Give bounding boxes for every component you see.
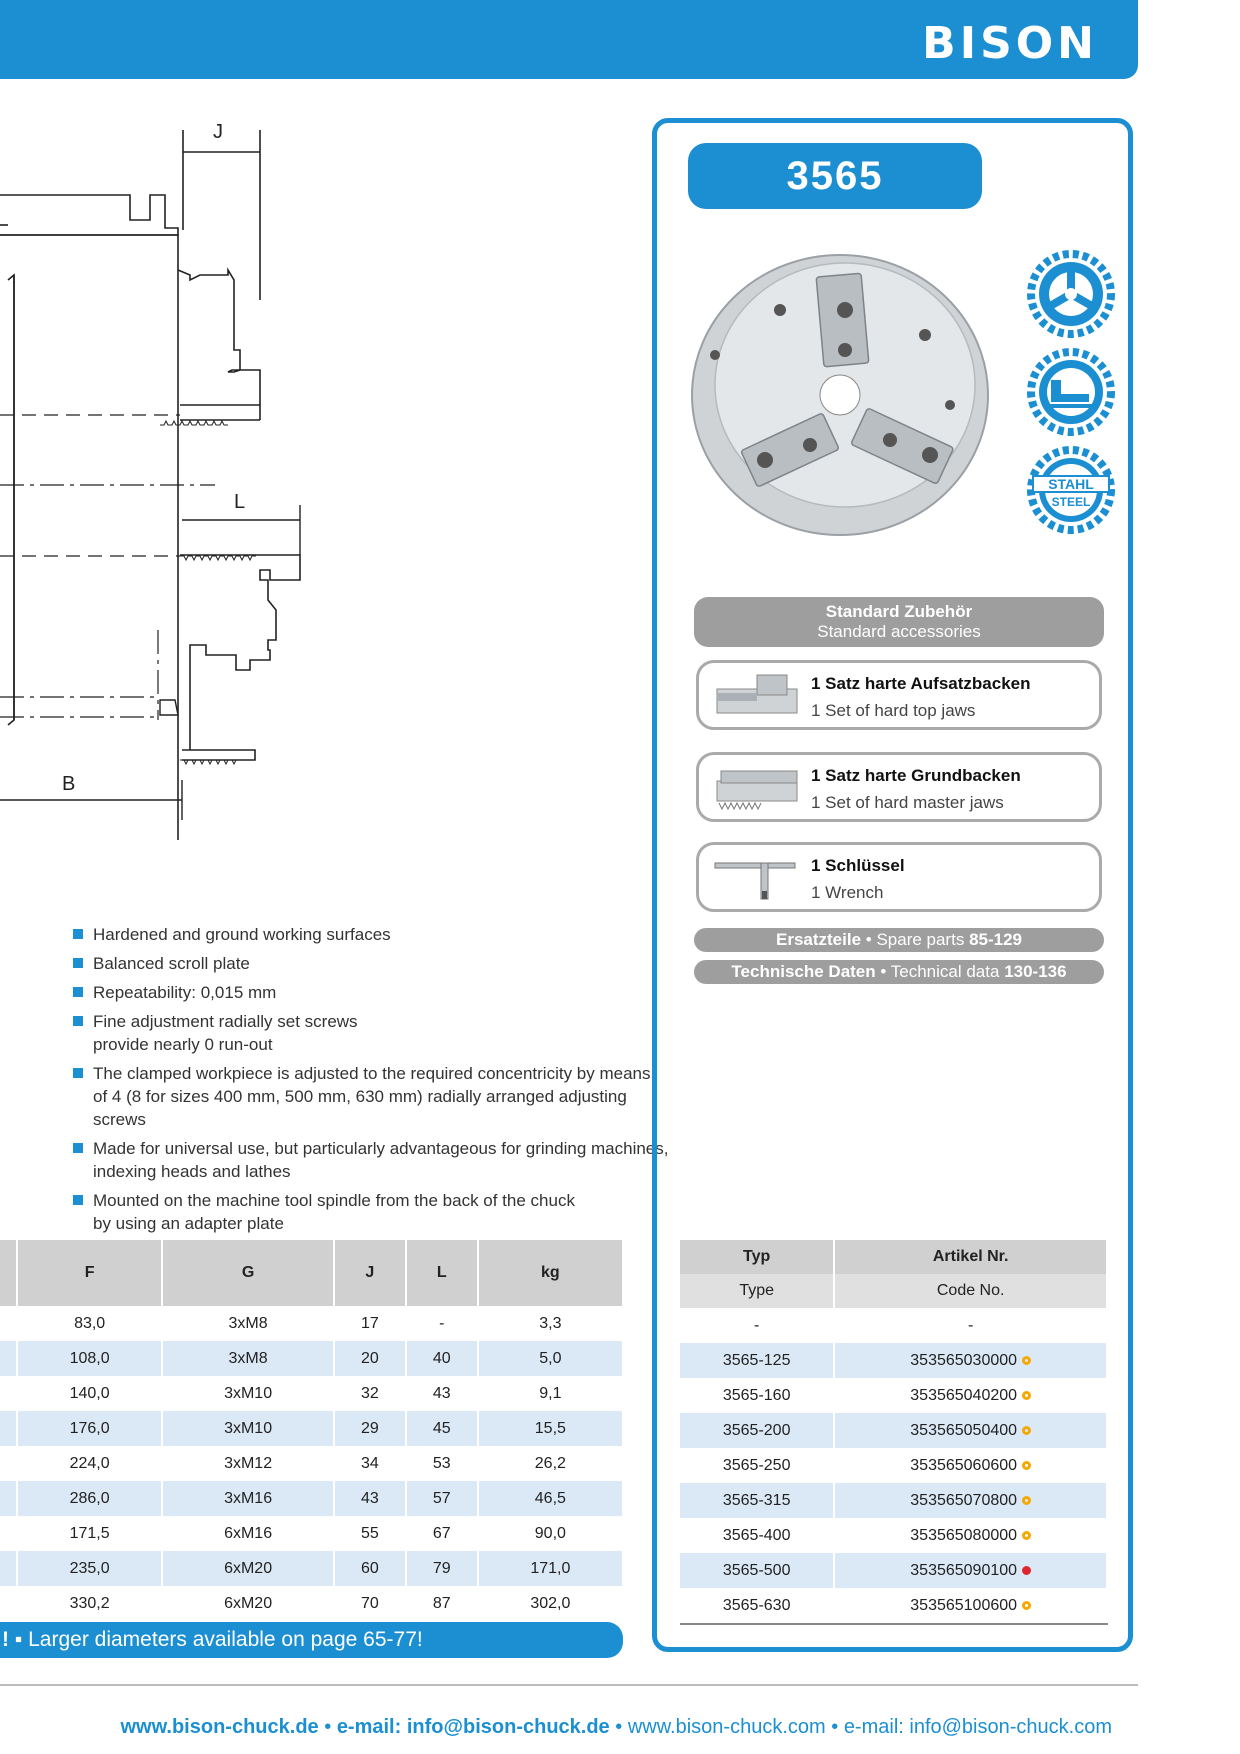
standard-accessories-header <box>694 597 1104 647</box>
table-header-cell: F <box>17 1240 162 1306</box>
specifications-table <box>0 1240 624 1621</box>
table-row <box>680 1308 1107 1343</box>
table-cell: 3xM16 <box>162 1481 334 1516</box>
code-cell <box>834 1378 1107 1413</box>
table-cell <box>0 1376 17 1411</box>
code-cell <box>834 1343 1107 1378</box>
code-number: 353565080000 <box>910 1526 1018 1544</box>
table-cell: 43 <box>406 1376 478 1411</box>
type-cell: 3565-630 <box>680 1588 834 1624</box>
code-cell <box>834 1588 1107 1624</box>
table-cell <box>0 1411 17 1446</box>
table-row <box>680 1378 1107 1413</box>
footer-mail-com[interactable]: e-mail: info@bison-chuck.com <box>843 1716 1112 1738</box>
table-cell: 46,5 <box>478 1481 623 1516</box>
balanced-scroll-icon <box>1025 248 1117 340</box>
available-dot-icon <box>1022 1391 1031 1400</box>
steel-badge-de: STAHL <box>1048 476 1094 492</box>
table-cell: 171,0 <box>478 1551 623 1586</box>
wrench-icon <box>707 851 807 903</box>
code-cell <box>834 1483 1107 1518</box>
code-number: 353565100600 <box>910 1596 1018 1614</box>
table-cell: 176,0 <box>17 1411 162 1446</box>
table-row <box>0 1586 623 1621</box>
code-header-en: Code No. <box>834 1274 1107 1308</box>
table-cell: 79 <box>406 1551 478 1586</box>
on-request-dot-icon <box>1022 1566 1031 1575</box>
table-row <box>0 1481 623 1516</box>
code-cell <box>834 1518 1107 1553</box>
table-cell: 3,3 <box>478 1306 623 1341</box>
accessory-label-de: 1 Schlüssel <box>811 856 905 875</box>
table-cell: 55 <box>334 1516 406 1551</box>
table-cell: 32 <box>334 1376 406 1411</box>
bullet-icon <box>73 1016 83 1026</box>
table-cell: 171,5 <box>17 1516 162 1551</box>
feature-item: Mounted on the machine tool spindle from the back of the chuck by using an adapter plate <box>73 1189 673 1235</box>
accessory-item <box>696 660 1102 730</box>
steel-badge-icon <box>1025 444 1117 536</box>
accessory-label-de: 1 Satz harte Aufsatzbacken <box>811 674 1031 693</box>
table-cell: 43 <box>334 1481 406 1516</box>
table-cell: 6xM20 <box>162 1586 334 1621</box>
feature-item: Made for universal use, but particularly advantageous for grinding machines, indexing heads and lathes <box>73 1137 673 1183</box>
table-row <box>680 1343 1107 1378</box>
table-cell: 83,0 <box>17 1306 162 1341</box>
technical-drawing <box>0 100 320 840</box>
code-number: 353565040200 <box>910 1386 1018 1404</box>
table-cell: 6xM20 <box>162 1551 334 1586</box>
table-cell: 40 <box>406 1341 478 1376</box>
feature-item: Fine adjustment radially set screws provide nearly 0 run-out <box>73 1010 673 1056</box>
table-cell: 5,0 <box>478 1341 623 1376</box>
type-cell: - <box>680 1308 834 1343</box>
code-number: 353565090100 <box>910 1561 1018 1579</box>
type-header: Typ <box>680 1240 834 1274</box>
table-cell: 330,2 <box>17 1586 162 1621</box>
table-cell: 87 <box>406 1586 478 1621</box>
table-cell: 9,1 <box>478 1376 623 1411</box>
chuck-image <box>685 245 995 540</box>
table-cell: 15,5 <box>478 1411 623 1446</box>
bullet-icon <box>73 929 83 939</box>
product-number: 3565 <box>688 143 982 209</box>
feature-list <box>33 923 673 1241</box>
header-bar <box>0 0 1138 79</box>
table-header-cell: L <box>406 1240 478 1306</box>
type-header-en: Type <box>680 1274 834 1308</box>
code-number: 353565060600 <box>910 1456 1018 1474</box>
table-cell: 3xM10 <box>162 1376 334 1411</box>
type-cell: 3565-160 <box>680 1378 834 1413</box>
table-cell <box>0 1446 17 1481</box>
accessory-label-de: 1 Satz harte Grundbacken <box>811 766 1021 785</box>
table-cell: 90,0 <box>478 1516 623 1551</box>
table-row <box>0 1551 623 1586</box>
table-cell: - <box>406 1306 478 1341</box>
feature-item: The clamped workpiece is adjusted to the required concentricity by means of 4 (8 for sizes 400 mm, 500 mm, 630 mm) radially arranged adjusting screws <box>73 1062 673 1131</box>
dimension-b-label: B <box>62 773 76 795</box>
accessories-title-de: Standard Zubehör <box>825 602 973 621</box>
top-jaws-icon <box>707 669 807 721</box>
accessory-item <box>696 842 1102 912</box>
table-cell: 286,0 <box>17 1481 162 1516</box>
table-cell: 45 <box>406 1411 478 1446</box>
table-cell: 235,0 <box>17 1551 162 1586</box>
table-row <box>680 1553 1107 1588</box>
feature-item: Balanced scroll plate <box>73 952 673 975</box>
table-cell: 3xM12 <box>162 1446 334 1481</box>
table-row <box>0 1306 623 1341</box>
code-cell <box>834 1413 1107 1448</box>
footer-web-de[interactable]: www.bison-chuck.de <box>120 1716 319 1738</box>
table-cell: 17 <box>334 1306 406 1341</box>
table-cell: 57 <box>406 1481 478 1516</box>
bullet-icon <box>73 958 83 968</box>
footer-mail-de[interactable]: e-mail: info@bison-chuck.de <box>336 1716 610 1738</box>
table-cell: 29 <box>334 1411 406 1446</box>
code-cell <box>834 1448 1107 1483</box>
table-cell <box>0 1341 17 1376</box>
table-row <box>680 1448 1107 1483</box>
table-cell: 53 <box>406 1446 478 1481</box>
table-cell: 3xM10 <box>162 1411 334 1446</box>
table-cell <box>0 1306 17 1341</box>
code-cell <box>834 1553 1107 1588</box>
table-row <box>0 1341 623 1376</box>
table-cell: 3xM8 <box>162 1341 334 1376</box>
code-header: Artikel Nr. <box>834 1240 1107 1274</box>
bison-logo: BISON <box>922 18 1098 69</box>
type-cell: 3565-250 <box>680 1448 834 1483</box>
table-cell <box>0 1516 17 1551</box>
table-row <box>680 1518 1107 1553</box>
spare-parts-link[interactable]: Ersatzteile • Spare parts 85-129 <box>694 928 1104 952</box>
available-dot-icon <box>1022 1531 1031 1540</box>
table-row <box>0 1376 623 1411</box>
accessory-label-en: 1 Wrench <box>811 883 884 902</box>
table-row <box>0 1411 623 1446</box>
accessories-title-en: Standard accessories <box>817 622 981 641</box>
type-cell: 3565-315 <box>680 1483 834 1518</box>
code-number: 353565030000 <box>910 1351 1018 1369</box>
table-header-cell: kg <box>478 1240 623 1306</box>
available-dot-icon <box>1022 1426 1031 1435</box>
table-row <box>680 1483 1107 1518</box>
table-cell: 67 <box>406 1516 478 1551</box>
available-dot-icon <box>1022 1461 1031 1470</box>
footer-web-com[interactable]: www.bison-chuck.com <box>627 1716 826 1738</box>
table-cell: 302,0 <box>478 1586 623 1621</box>
steel-badge-en: STEEL <box>1051 495 1091 509</box>
table-header-cell: G <box>162 1240 334 1306</box>
table-row <box>0 1516 623 1551</box>
bullet-icon <box>73 987 83 997</box>
table-cell: 6xM16 <box>162 1516 334 1551</box>
dimension-j-label: J <box>213 121 223 143</box>
table-cell <box>0 1481 17 1516</box>
type-cell: 3565-125 <box>680 1343 834 1378</box>
table-header-cell <box>0 1240 17 1306</box>
order-code-table <box>680 1240 1108 1625</box>
jaws-type-icon <box>1025 346 1117 438</box>
type-cell: 3565-200 <box>680 1413 834 1448</box>
table-cell <box>0 1551 17 1586</box>
table-cell: 108,0 <box>17 1341 162 1376</box>
table-cell: 70 <box>334 1586 406 1621</box>
dimension-l-label: L <box>234 491 246 513</box>
bullet-icon <box>73 1195 83 1205</box>
banner-text: ▪ Larger diameters available on page 65-77! <box>14 1628 423 1651</box>
table-row <box>0 1446 623 1481</box>
code-number: - <box>968 1316 974 1334</box>
table-row <box>680 1413 1107 1448</box>
table-cell: 140,0 <box>17 1376 162 1411</box>
accessory-label-en: 1 Set of hard top jaws <box>811 701 976 720</box>
type-cell: 3565-400 <box>680 1518 834 1553</box>
larger-diameters-banner <box>0 1622 623 1658</box>
table-cell: 34 <box>334 1446 406 1481</box>
bullet-icon <box>73 1068 83 1078</box>
type-cell: 3565-500 <box>680 1553 834 1588</box>
code-number: 353565070800 <box>910 1491 1018 1509</box>
table-cell: 60 <box>334 1551 406 1586</box>
table-cell: 3xM8 <box>162 1306 334 1341</box>
bullet-icon <box>73 1143 83 1153</box>
code-number: 353565050400 <box>910 1421 1018 1439</box>
table-cell: 26,2 <box>478 1446 623 1481</box>
feature-item: Repeatability: 0,015 mm <box>73 981 673 1004</box>
table-cell: 20 <box>334 1341 406 1376</box>
available-dot-icon <box>1022 1601 1031 1610</box>
feature-item: Hardened and ground working surfaces <box>73 923 673 946</box>
code-cell <box>834 1308 1107 1343</box>
technical-data-link[interactable]: Technische Daten • Technical data 130-136 <box>694 960 1104 984</box>
accessory-label-en: 1 Set of hard master jaws <box>811 793 1004 812</box>
banner-excl: ! <box>2 1628 9 1651</box>
footer-divider <box>0 1684 1138 1686</box>
available-dot-icon <box>1022 1496 1031 1505</box>
master-jaws-icon <box>707 761 807 813</box>
table-cell: 224,0 <box>17 1446 162 1481</box>
accessory-item <box>696 752 1102 822</box>
footer: www.bison-chuck.de • e-mail: info@bison-chuck.de • www.bison-chuck.com • e-mail: info@bison-chuck.com <box>120 1716 1112 1738</box>
table-cell <box>0 1586 17 1621</box>
table-row <box>680 1588 1107 1624</box>
available-dot-icon <box>1022 1356 1031 1365</box>
table-header-cell: J <box>334 1240 406 1306</box>
